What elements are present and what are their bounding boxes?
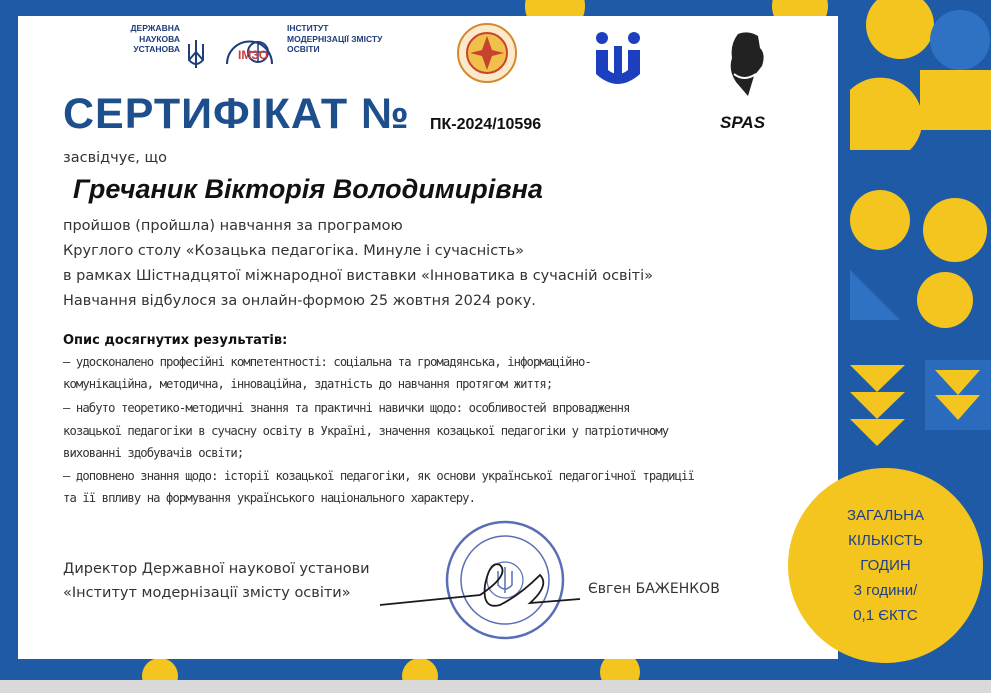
- certificate-number: ПК-2024/10596: [430, 116, 542, 133]
- program-line: в рамках Шістнадцятої міжнародної виставки «Інноватика в сучасній освіті»: [63, 268, 653, 284]
- certificate-title: СЕРТИФІКАТ №: [63, 90, 410, 138]
- institute-label: [287, 23, 407, 55]
- logo-line: УСТАНОВА: [133, 44, 180, 54]
- achievement-line: вихованні здобувачів освіти;: [63, 446, 244, 460]
- handwritten-signature: [370, 555, 590, 625]
- recipient-name: Гречаник Вікторія Володимирівна: [73, 174, 543, 204]
- achievement-line: та її впливу на формування українського національного характеру.: [63, 491, 475, 505]
- achievements-title: Опис досягнутих результатів:: [63, 333, 288, 348]
- certifies-text: засвідчує, що: [63, 150, 168, 166]
- page-bottom-strip: [0, 680, 991, 693]
- hours-line: ЗАГАЛЬНА: [846, 507, 925, 524]
- achievement-line: козацької педагогіки в сучасну освіту в Україні, значення козацької педагогіки у патріотичному: [63, 424, 669, 438]
- cossack-portrait-logo-icon: [714, 30, 782, 112]
- logo-line: ОСВІТИ: [287, 44, 320, 54]
- spas-emblem-icon: [456, 22, 518, 84]
- achievement-line: – доповнено знання щодо: історії козацької педагогіки, як основи української педагогічної традиції: [63, 469, 694, 483]
- imzo-logo-text: ІМЗО: [238, 48, 269, 62]
- program-line: Навчання відбулося за онлайн-формою 25 жовтня 2024 року.: [63, 293, 536, 309]
- logo-line: ІНСТИТУТ: [287, 23, 329, 33]
- director-line: «Інститут модернізації змісту освіти»: [63, 585, 351, 601]
- achievement-line: – удосконалено професійні компетентності: соціальна та громадянська, інформаційно-: [63, 355, 591, 369]
- logo-line: МОДЕРНІЗАЦІЇ ЗМІСТУ: [287, 33, 383, 44]
- achievement-line: комунікаційна, методична, інноваційна, здатність до навчання протягом життя;: [63, 377, 553, 391]
- hours-line: ГОДИН: [860, 557, 911, 574]
- spas-brand-text: SPAS: [720, 113, 766, 132]
- director-line: Директор Державної наукової установи: [63, 561, 370, 577]
- hours-line: КІЛЬКІСТЬ: [848, 532, 923, 549]
- logo-line: ДЕРЖАВНА: [130, 23, 180, 33]
- university-logo-icon: [594, 30, 642, 88]
- hours-line: 0,1 ЄКТС: [853, 607, 918, 624]
- program-line: Круглого столу «Козацька педагогіка. Минуле і сучасність»: [63, 243, 525, 259]
- hours-line: 3 години/: [853, 582, 918, 599]
- director-position: [63, 557, 370, 605]
- signer-name: Євген БАЖЕНКОВ: [588, 581, 720, 597]
- achievement-line: – набуто теоретико-методичні знання та практичні навички щодо: особливостей впровадження: [63, 401, 630, 415]
- program-line: пройшов (пройшла) навчання за програмою: [63, 218, 403, 234]
- trident-icon: [186, 38, 206, 72]
- logo-line: НАУКОВА: [139, 33, 180, 44]
- total-hours-text: [788, 503, 983, 628]
- state-institution-label: [100, 23, 180, 55]
